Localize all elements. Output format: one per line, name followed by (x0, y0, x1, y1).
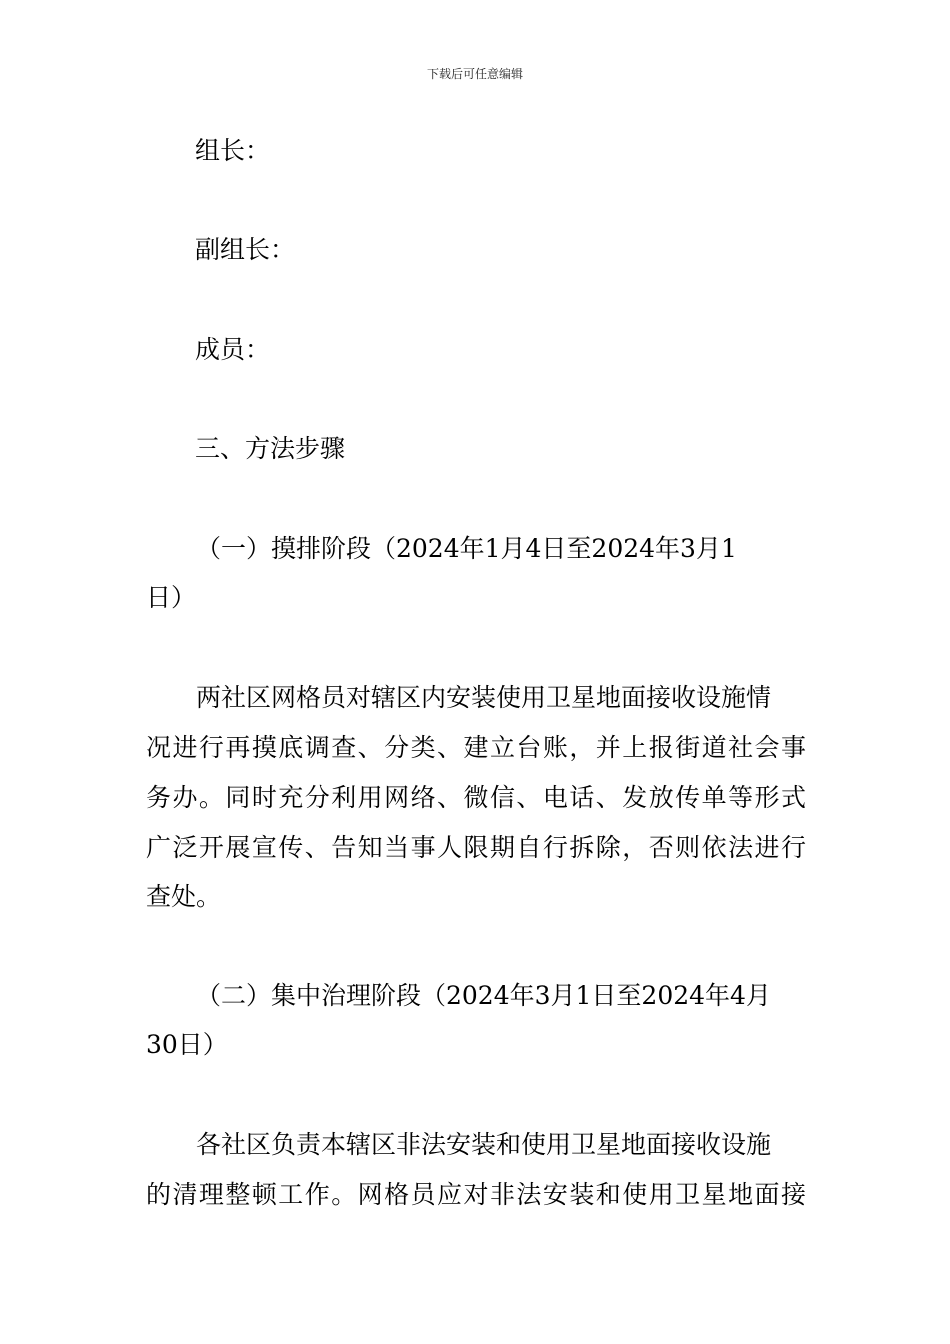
stage-two-title: （二）集中治理阶段（2024年3月1日至2024年4月 (196, 981, 771, 1010)
stage-two-body-line: 的清理整顿工作。网格员应对非法安装和使用卫星地面接 (146, 1180, 806, 1209)
stage-one-title: （一）摸排阶段（2024年1月4日至2024年3月1 (196, 534, 737, 563)
stage-one-body-line: 况进行再摸底调查、分类、建立台账，并上报街道社会事 (146, 733, 806, 762)
stage-one-body-line: 两社区网格员对辖区内安装使用卫星地面接收设施情 (196, 683, 772, 712)
members-label: 成员： (195, 335, 271, 364)
leader-label: 组长： (195, 136, 271, 165)
stage-two-title-continued: 30日） (146, 1030, 228, 1059)
stage-one-title-continued: 日） (146, 583, 197, 612)
stage-one-body-line: 查处。 (146, 882, 222, 911)
stage-two-body-line: 各社区负责本辖区非法安装和使用卫星地面接收设施 (196, 1130, 772, 1159)
deputy-leader-label: 副组长： (195, 235, 296, 264)
stage-one-body-line: 务办。同时充分利用网络、微信、电话、发放传单等形式 (146, 783, 806, 812)
section-heading: 三、方法步骤 (195, 434, 346, 463)
page-header: 下载后可任意编辑 (426, 67, 523, 81)
stage-one-body-line: 广泛开展宣传、告知当事人限期自行拆除，否则依法进行 (146, 833, 806, 862)
